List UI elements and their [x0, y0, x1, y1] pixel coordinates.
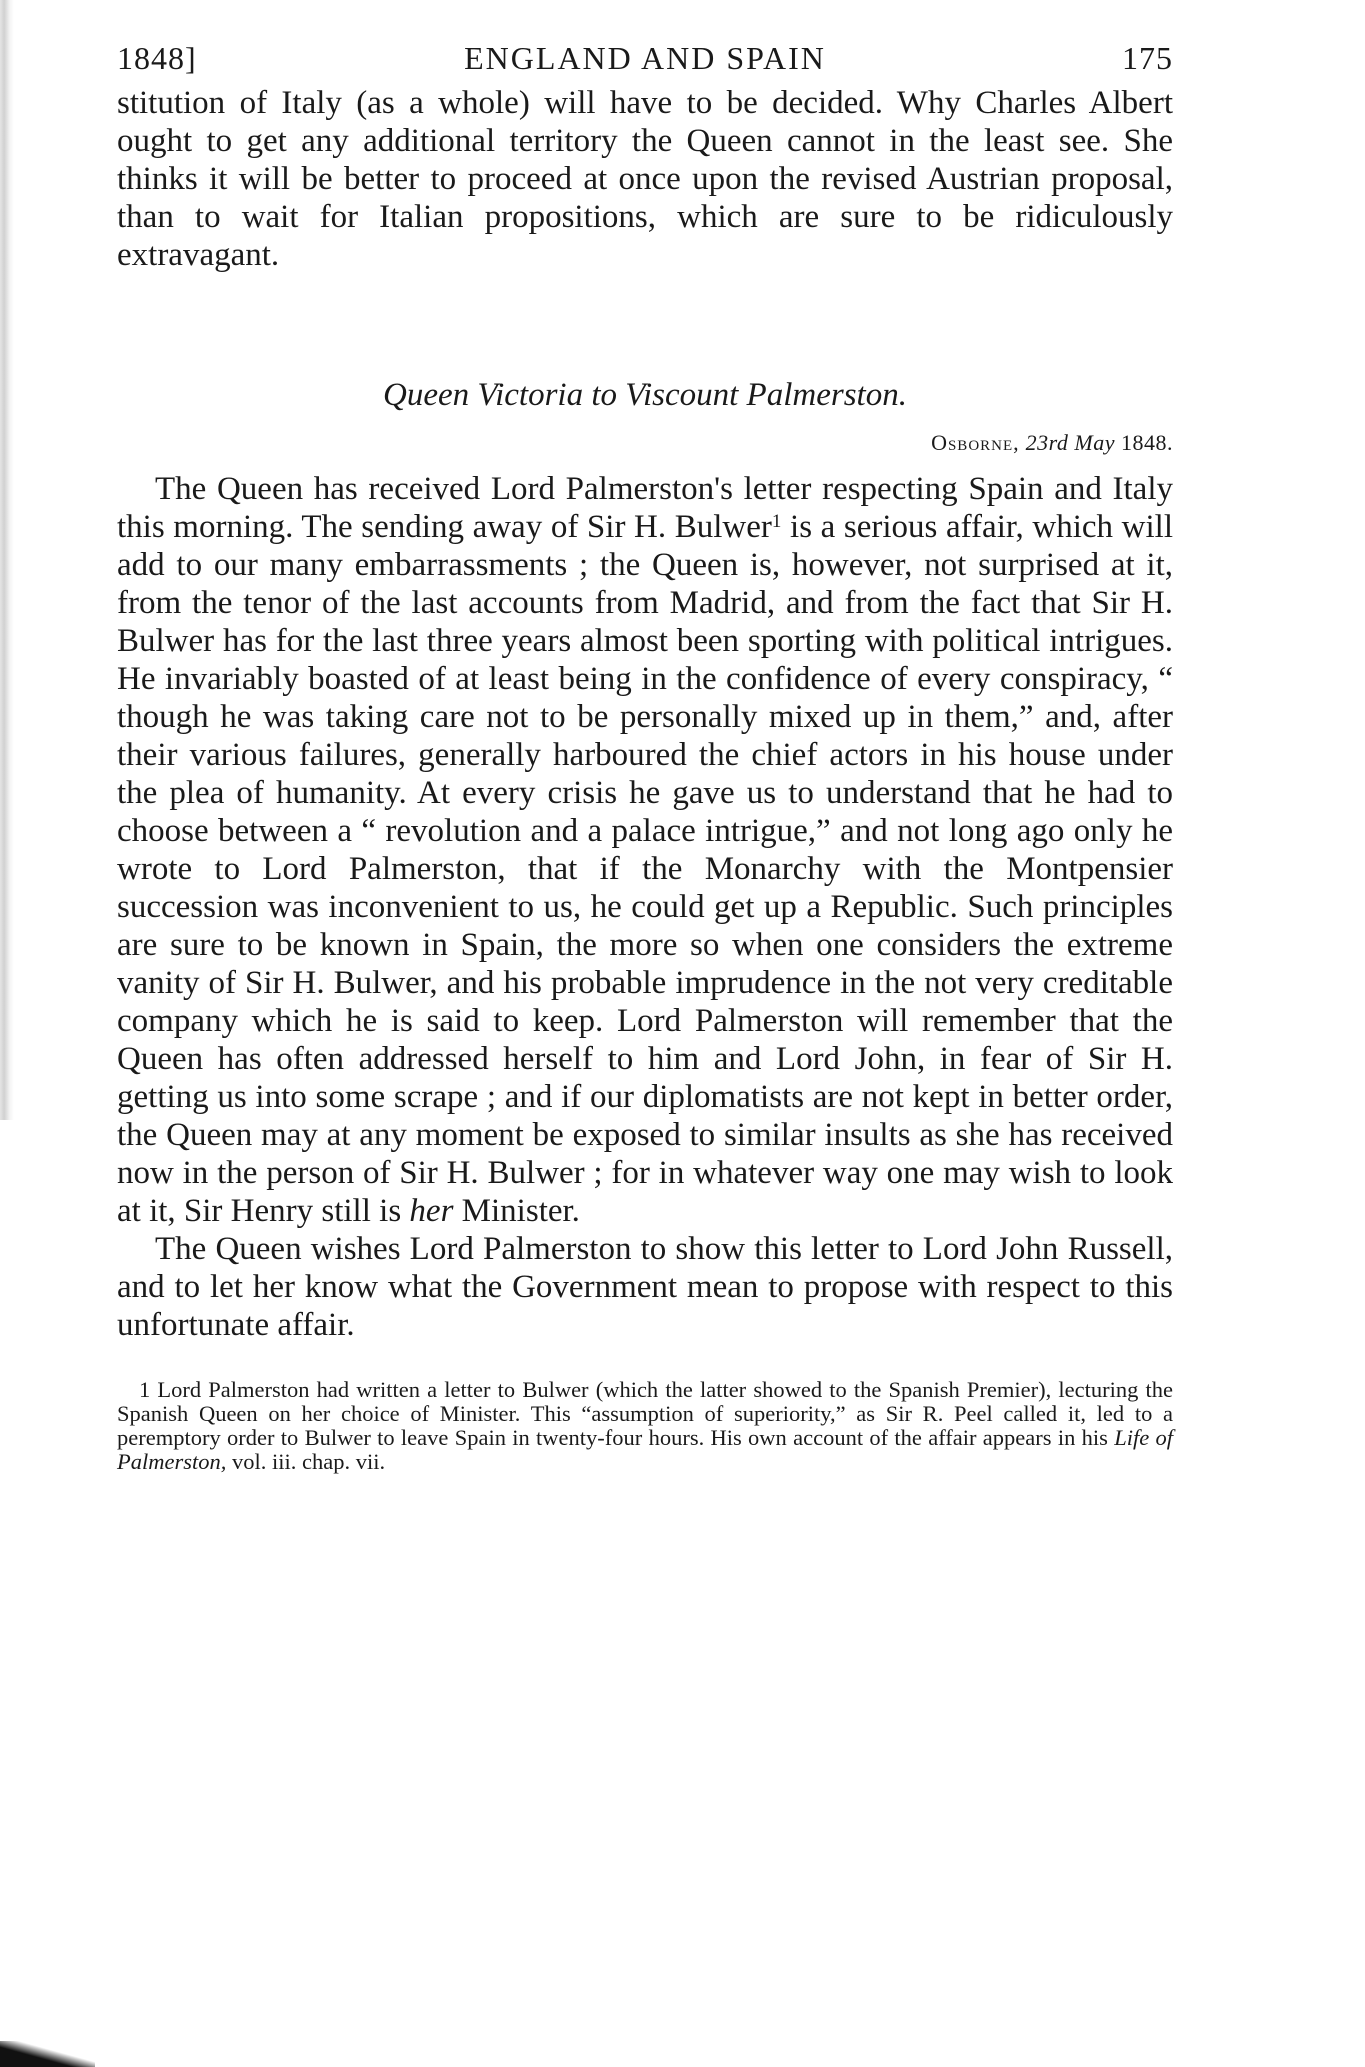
continuation-paragraph — [117, 84, 1173, 274]
footnote-end: vol. iii. chap. vii. — [226, 1449, 386, 1474]
footnote — [117, 1378, 1173, 1474]
letter-dateline — [117, 430, 1173, 456]
footnote-reference: 1 — [771, 511, 782, 532]
letter-paragraph-1-middle: is a serious affair, which will add to our many embarrassments ; the Queen is, however, not surprised at it, from the tenor of the last accounts from Madrid, and from the fact that Sir H. Bulwer has for the last three years almost been sporting with political intrigues. He invariably boasted of at least being in the confidence of every conspiracy, “ though he was taking care not to be personally mixed up in them,” and, after their various failures, generally harboured the chief actors in his house under the plea of humanity. At every crisis he gave us to understand that he had to choose between a “ revolution and a palace intrigue,” and not long ago only he wrote to Lord Palmerston, that if the Monarchy with the Montpensier succession was inconvenient to us, he could get up a Republic. Such principles are sure to be known in Spain, the more so when one considers the extreme vanity of Sir H. Bulwer, and his probable imprudence in the not very creditable company which he is said to keep. Lord Palmerston will remember that the Queen has often addressed herself to him and Lord John, in fear of Sir H. getting us into some scrape ; and if our diplomatists are not kept in better order, the Queen may at any moment be exposed to similar insults as she has received now in the person of Sir H. Bulwer ; for in whatever way one may wish to look at it, Sir Henry still is — [117, 509, 1173, 1229]
emphasized-word: her — [409, 1193, 454, 1229]
book-spine-shadow — [0, 0, 14, 1120]
letter-paragraph-2: The Queen wishes Lord Palmerston to show this letter to Lord John Russell, and to let her know what the Government mean to propose with respect to this unfortunate affair. — [117, 1231, 1173, 1343]
letter-paragraph-1-start: The Queen has received Lord Palmerston's letter respecting Spain and Italy this morning. The sending away of Sir H. Bulwer — [117, 471, 1173, 545]
header-title: ENGLAND AND SPAIN — [464, 40, 826, 76]
letter-paragraph-1-end: Minister. — [453, 1193, 580, 1229]
running-header — [117, 40, 1173, 84]
letter-heading: Queen Victoria to Viscount Palmerston. — [383, 377, 907, 413]
book-page — [117, 40, 1173, 1474]
header-year: 1848] — [117, 40, 197, 76]
letter-paragraph-1 — [117, 470, 1173, 1230]
footnote-text — [117, 1378, 1173, 1474]
footnote-body: Lord Palmerston had written a letter to Bulwer (which the latter showed to the Spanish Premier), lecturing the Spanish Queen on her choice of Minister. This “assumption of superiority,” as Sir R. Peel called it, led to a peremptory order to Bulwer to leave Spain in twenty-four hours. His own account of the affair appears in his — [117, 1377, 1173, 1450]
dateline-place: Osborne, — [931, 430, 1020, 455]
dateline-year: 1848. — [1121, 430, 1173, 455]
dateline-day: 23rd — [1025, 430, 1069, 455]
footnote-book-title: Life of Palmerston, — [117, 1425, 1173, 1474]
page-number: 175 — [1122, 40, 1173, 76]
footnote-marker: 1 — [139, 1377, 151, 1402]
dateline-month: May — [1074, 430, 1115, 455]
page-corner-shadow — [0, 2041, 95, 2067]
continuation-text: stitution of Italy (as a whole) will have to be decided. Why Charles Albert ought to get any additional territory the Queen cannot in the least see. She thinks it will be better to proceed at once upon the revised Austrian proposal, than to wait for Italian propositions, which are sure to be ridiculously extravagant. — [117, 85, 1173, 273]
letter-body — [117, 470, 1173, 1344]
